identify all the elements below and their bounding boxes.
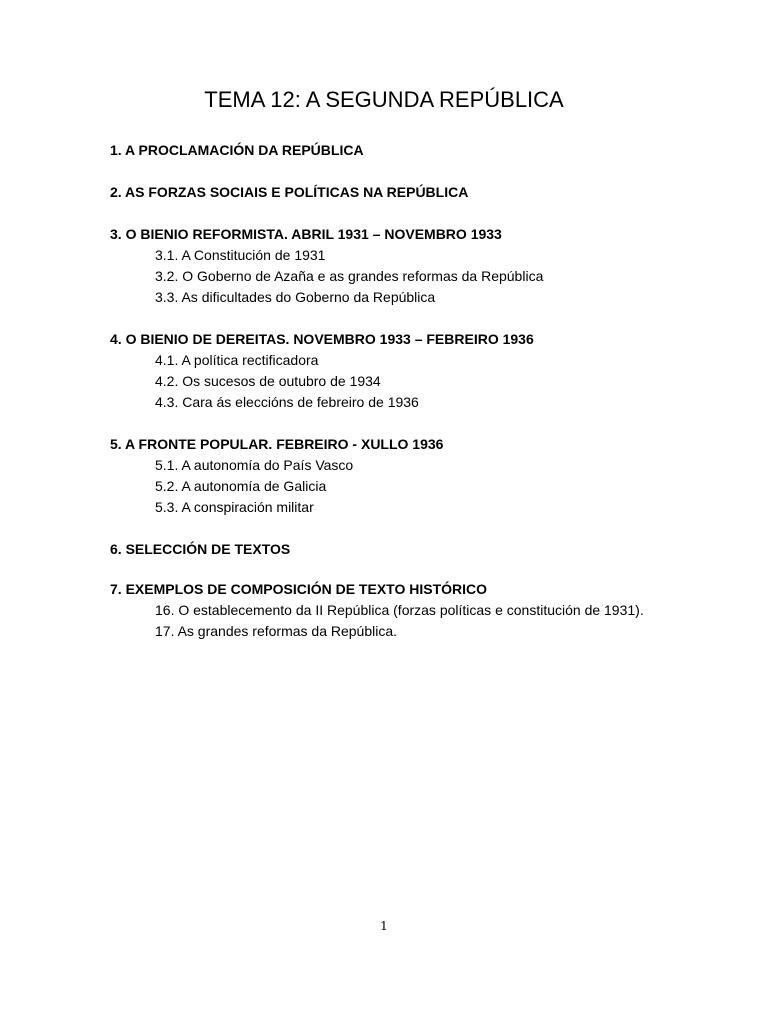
section-heading: 1. A PROCLAMACIÓN DA REPÚBLICA bbox=[110, 142, 364, 158]
section-2 bbox=[110, 182, 670, 203]
section-heading: 4. O BIENIO DE DEREITAS. NOVEMBRO 1933 – FEBREIRO 1936 bbox=[110, 331, 534, 347]
subsection-item: 4.2. Os sucesos de outubro de 1934 bbox=[155, 373, 381, 389]
section-5 bbox=[110, 434, 670, 518]
section-heading: 3. O BIENIO REFORMISTA. ABRIL 1931 – NOVEMBRO 1933 bbox=[110, 226, 502, 242]
example-item: 16. O establecemento da II República (forzas políticas e constitución de 1931). bbox=[155, 602, 644, 618]
example-item: 17. As grandes reformas da República. bbox=[155, 623, 398, 639]
subsection-item: 5.2. A autonomía de Galicia bbox=[155, 478, 327, 494]
subsection-item: 4.1. A política rectificadora bbox=[155, 352, 319, 368]
section-6 bbox=[110, 539, 670, 560]
section-heading: 5. A FRONTE POPULAR. FEBREIRO - XULLO 1936 bbox=[110, 436, 444, 452]
page-title: TEMA 12: A SEGUNDA REPÚBLICA bbox=[204, 87, 564, 112]
section-4 bbox=[110, 329, 670, 413]
section-1 bbox=[110, 140, 670, 161]
subsection-item: 3.1. A Constitución de 1931 bbox=[155, 247, 326, 263]
section-3 bbox=[110, 224, 670, 308]
section-heading: 2. AS FORZAS SOCIAIS E POLÍTICAS NA REPÚBLICA bbox=[110, 184, 469, 200]
subsection-item: 3.3. As dificultades do Goberno da República bbox=[155, 289, 436, 305]
section-heading: 6. SELECCIÓN DE TEXTOS bbox=[110, 541, 291, 557]
section-heading: 7. EXEMPLOS DE COMPOSICIÓN DE TEXTO HISTÓRICO bbox=[110, 581, 488, 597]
page-number: 1 bbox=[380, 919, 388, 933]
subsection-item: 5.1. A autonomía do País Vasco bbox=[155, 457, 354, 473]
subsection-item: 4.3. Cara ás eleccións de febreiro de 1936 bbox=[155, 394, 419, 410]
section-7 bbox=[110, 579, 670, 642]
subsection-item: 5.3. A conspiración militar bbox=[155, 499, 314, 515]
subsection-item: 3.2. O Goberno de Azaña e as grandes reformas da República bbox=[155, 268, 544, 284]
